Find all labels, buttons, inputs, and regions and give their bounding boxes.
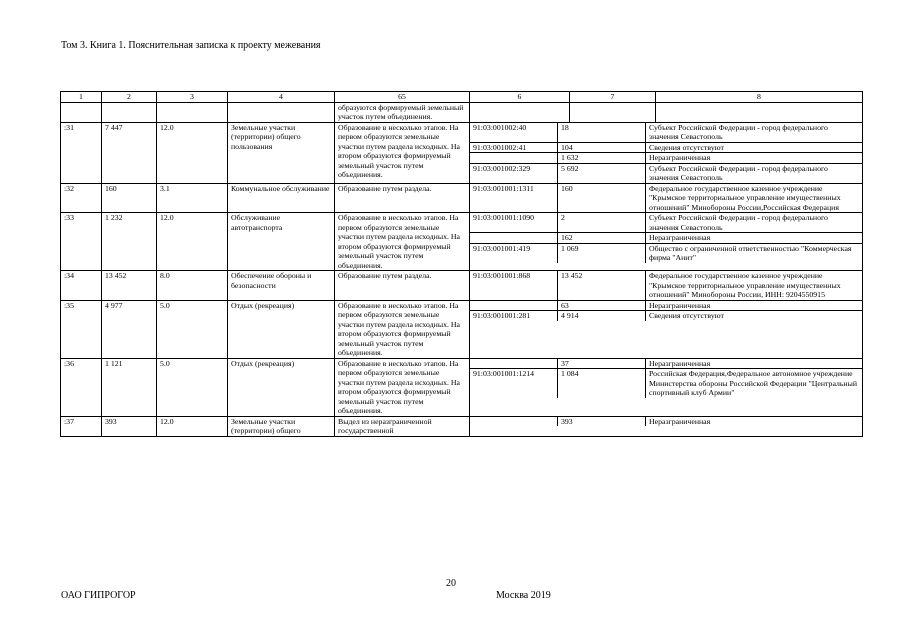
col-header: 8 — [656, 92, 863, 103]
source-parcels — [470, 271, 862, 300]
rights-holder: Неразграниченная — [646, 359, 863, 369]
page-header: Том 3. Книга 1. Пояснительная записка к проекту межевания — [61, 40, 321, 51]
plot-id: :32 — [61, 183, 102, 213]
cadastral-number: 91:03:001002:41 — [470, 142, 558, 153]
parcel-area: 1 084 — [558, 369, 646, 398]
plot-area: 13 452 — [102, 271, 157, 301]
source-parcels — [470, 213, 862, 263]
plot-area: 160 — [102, 183, 157, 213]
rights-holder: Неразграниченная — [646, 153, 863, 164]
formation-method: Образование в несколько этапов. На первом образуются земельные участки путем раздела исходных. На втором образуются формируемый земельный участок путем объединения. — [335, 213, 470, 271]
cadastral-number: 91:03:001001:281 — [470, 311, 558, 321]
permitted-use: Обеспечение обороны и безопасности — [228, 271, 335, 301]
rights-holder: Федеральное государственное казенное учреждение "Крымское территориальное управление имущественных отношений" Минобороны России, ИНН: 9204550915 — [649, 271, 841, 299]
table-row — [61, 122, 863, 183]
source-parcel-row — [470, 142, 862, 153]
page-number: 20 — [446, 578, 456, 589]
source-parcel-row — [470, 233, 862, 244]
parcel-area: 160 — [558, 184, 646, 213]
parcel-area: 393 — [558, 417, 646, 427]
rights-holder: Федеральное государственное казенное учреждение "Крымское территориальное управление имущественных отношений" Минобороны России,Российская Федерация — [649, 183, 841, 212]
table-row — [61, 271, 863, 301]
rights-holder: Субъект Российской Федерации - город федерального значения Севастополь — [646, 213, 863, 233]
parcel-area: 1 632 — [558, 153, 646, 164]
rights-holder: Неразграниченная — [646, 301, 863, 311]
rights-holder: Российская Федерация,Федеральное автономное учреждение Министерства обороны Российской Федерации "Центральный спортивный клуб Армии" — [649, 369, 858, 397]
source-parcel-row — [470, 417, 862, 427]
col-header: 7 — [570, 92, 656, 103]
rights-holder: Неразграниченная — [649, 416, 711, 426]
source-parcels — [470, 301, 862, 321]
permitted-use: Коммунальное обслуживание — [228, 183, 335, 213]
source-parcel-row — [470, 311, 862, 321]
cadastral-number — [470, 153, 558, 164]
rights-holder: Неразграниченная — [646, 233, 863, 244]
rights-holder: Общество с ограниченной ответственностью "Коммерческая фирма "Анит" — [649, 243, 852, 262]
plot-id: :31 — [61, 122, 102, 183]
col-header: 2 — [102, 92, 157, 103]
cadastral-number: 91:03:001001:1311 — [470, 184, 558, 213]
table-row — [61, 358, 863, 416]
source-parcel-row — [470, 153, 862, 164]
cadastral-number: 91:03:001001:1090 — [470, 213, 558, 233]
col-header: 4 — [228, 92, 335, 103]
plot-percent: 5.0 — [157, 300, 228, 358]
source-parcel-row — [470, 271, 862, 300]
source-parcel-row — [470, 184, 862, 213]
plot-area: 4 977 — [102, 300, 157, 358]
cadastral-number: 91:03:001001:419 — [470, 243, 558, 263]
source-parcels-cell — [470, 271, 863, 301]
table-row — [61, 416, 863, 436]
permitted-use: Обслуживание автотранспорта — [228, 213, 335, 271]
formation-method: Образование в несколько этапов. На первом образуются земельные участки путем раздела исходных. На втором образуются формируемый земельный участок путем объединения. — [335, 300, 470, 358]
permitted-use: Земельные участки (территории) общего — [228, 416, 335, 436]
plot-id: :34 — [61, 271, 102, 301]
plot-area: 1 232 — [102, 213, 157, 271]
source-parcels-cell — [470, 183, 863, 213]
permitted-use: Земельные участки (территории) общего пользования — [228, 122, 335, 183]
permitted-use: Отдых (рекреация) — [228, 358, 335, 416]
plot-area: 393 — [102, 416, 157, 436]
plot-percent: 5.0 — [157, 358, 228, 416]
formation-method: Образование в несколько этапов. На первом образуются земельные участки путем раздела исходных. На втором образуются формируемый земельный участок путем объединения. — [335, 122, 470, 183]
source-parcel-row — [470, 213, 862, 233]
parcel-area: 5 692 — [558, 163, 646, 183]
rights-holder: Субъект Российской Федерации - город федерального значения Севастополь — [646, 123, 863, 143]
cadastral-number — [470, 301, 558, 311]
table-row — [61, 183, 863, 213]
permitted-use: Отдых (рекреация) — [228, 300, 335, 358]
parcel-area: 63 — [558, 301, 646, 311]
col-header: 65 — [335, 92, 470, 103]
cadastral-number: 91:03:001001:1214 — [470, 369, 558, 398]
col-header: 6 — [470, 92, 570, 103]
source-parcel-row — [470, 301, 862, 311]
source-parcels — [470, 184, 862, 213]
cadastral-number: 91:03:001002:329 — [470, 163, 558, 183]
continuation-row — [61, 102, 863, 122]
source-parcels — [470, 123, 862, 183]
method-cell: образуются формируемый земельный участок путем объединения. — [335, 102, 470, 122]
plot-percent: 3.1 — [157, 183, 228, 213]
plot-id: :33 — [61, 213, 102, 271]
source-parcels — [470, 359, 862, 398]
plot-percent: 12.0 — [157, 213, 228, 271]
plot-percent: 8.0 — [157, 271, 228, 301]
organization-name: ОАО ГИПРОГОР — [61, 590, 136, 601]
source-parcels-cell — [470, 416, 863, 436]
cadastral-number: 91:03:001002:40 — [470, 123, 558, 143]
plot-area: 7 447 — [102, 122, 157, 183]
rights-holder: Субъект Российской Федерации - город федерального значения Севастополь — [649, 163, 828, 182]
rights-holder: Сведения отсутствуют — [646, 142, 863, 153]
parcel-area: 104 — [558, 142, 646, 153]
source-parcels-cell — [470, 213, 863, 271]
plot-percent: 12.0 — [157, 416, 228, 436]
parcel-area: 37 — [558, 359, 646, 369]
source-parcels — [470, 417, 862, 427]
parcel-area: 4 914 — [558, 311, 646, 321]
parcel-area: 2 — [558, 213, 646, 233]
plot-area: 1 121 — [102, 358, 157, 416]
parcel-area: 18 — [558, 123, 646, 143]
plot-id: :36 — [61, 358, 102, 416]
place-year: Москва 2019 — [496, 590, 551, 601]
source-parcel-row — [470, 123, 862, 143]
source-parcel-row — [470, 163, 862, 183]
table-row — [61, 300, 863, 358]
plot-id: :37 — [61, 416, 102, 436]
source-parcel-row — [470, 243, 862, 263]
source-parcels-cell — [470, 300, 863, 358]
cadastral-number — [470, 417, 558, 427]
rights-holder: Сведения отсутствуют — [649, 311, 724, 320]
header-row — [61, 92, 863, 103]
formation-method: Выдел из неразграниченной государственной — [335, 416, 470, 436]
cadastral-number — [470, 359, 558, 369]
cadastral-number — [470, 233, 558, 244]
parcel-area: 13 452 — [558, 271, 646, 300]
source-parcels-cell — [470, 122, 863, 183]
col-header: 1 — [61, 92, 102, 103]
parcel-area: 162 — [558, 233, 646, 244]
source-parcel-row — [470, 369, 862, 398]
formation-method: Образование в несколько этапов. На первом образуются земельные участки путем раздела исходных. На втором образуются формируемый земельный участок путем объединения. — [335, 358, 470, 416]
formation-method: Образование путем раздела. — [335, 183, 470, 213]
formation-method: Образование путем раздела. — [335, 271, 470, 301]
plot-percent: 12.0 — [157, 122, 228, 183]
plot-id: :35 — [61, 300, 102, 358]
parcel-area: 1 069 — [558, 243, 646, 263]
source-parcel-row — [470, 359, 862, 369]
land-plots-table — [60, 91, 863, 437]
table-row — [61, 213, 863, 271]
source-parcels-cell — [470, 358, 863, 416]
col-header: 3 — [157, 92, 228, 103]
cadastral-number: 91:03:001001:868 — [470, 271, 558, 300]
